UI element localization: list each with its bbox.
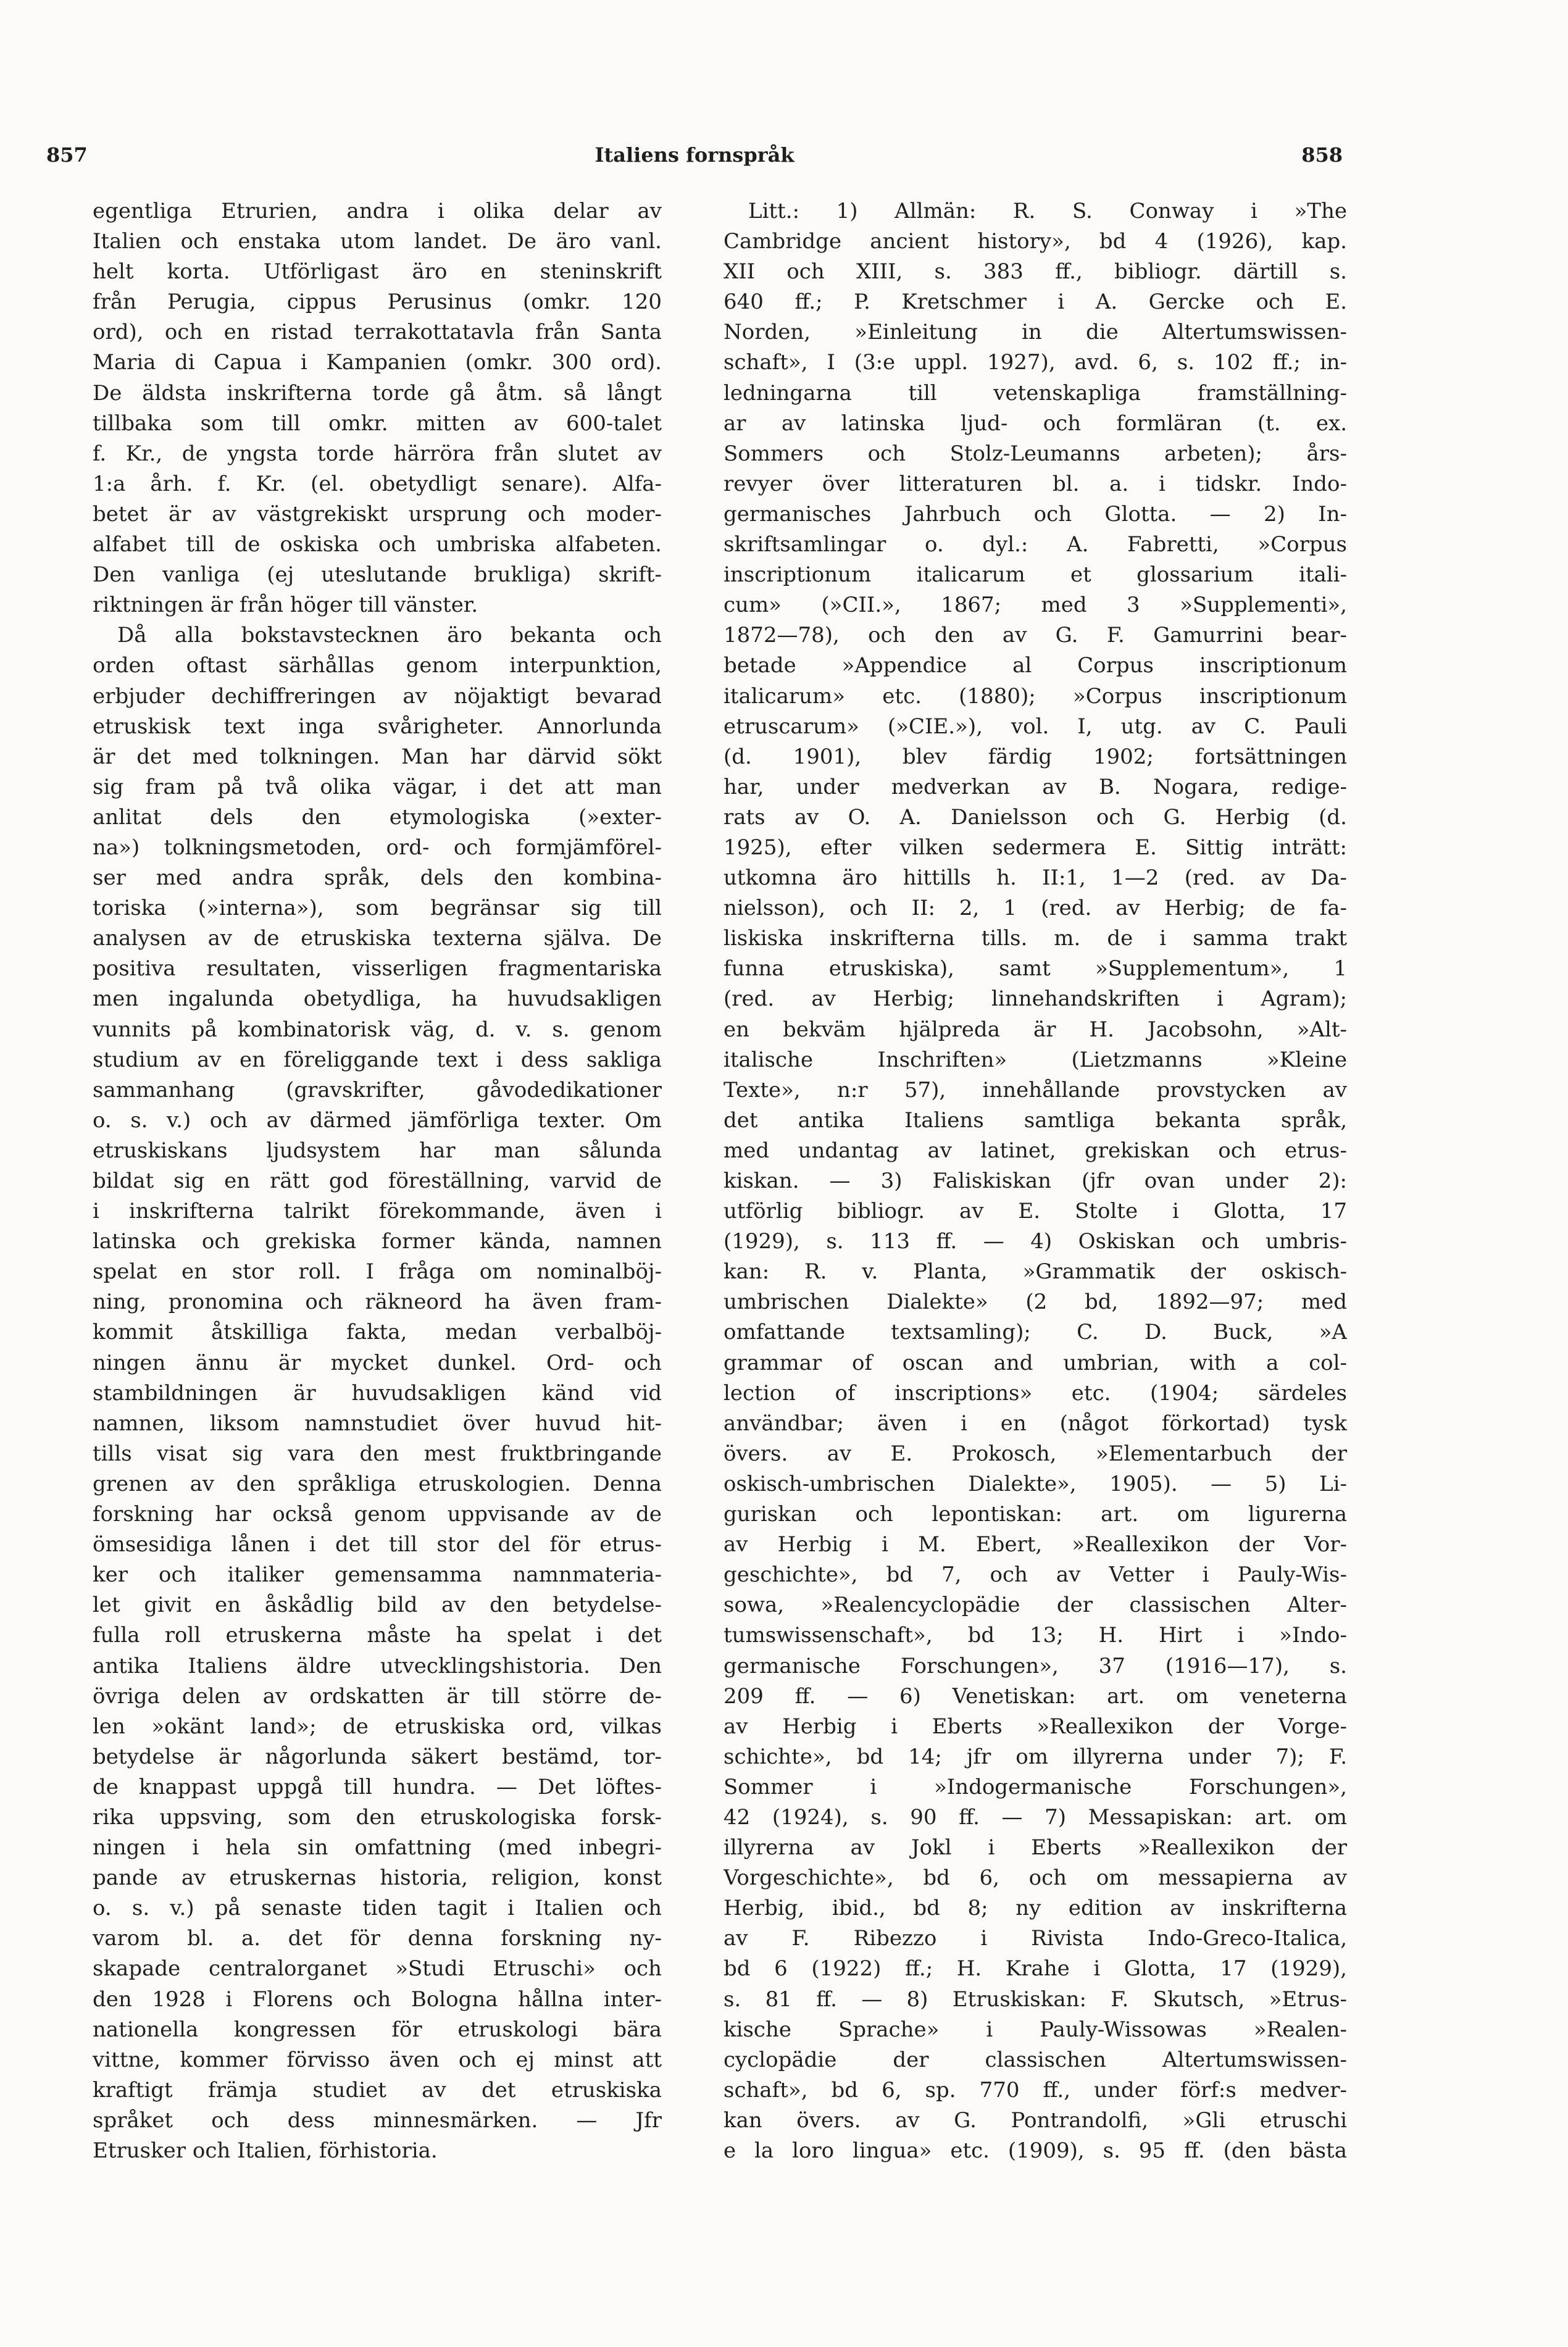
text-line: o. s. v.) och av därmed jämförliga texter. Om [93,1107,662,1133]
text-line: antika Italiens äldre utvecklingshistoria. Den [93,1653,662,1678]
text-line: toriska (»interna»), som begränsar sig till [93,896,662,921]
text-line: studium av en föreliggande text i dess sakliga [93,1047,662,1072]
text-line: ningen i hela sin omfattning (med inbegri- [93,1835,662,1861]
text-line: egentliga Etrurien, andra i olika delar av [93,199,662,223]
text-line: omfattande textsamling); C. D. Buck, »A [724,1320,1347,1345]
text-line: na») tolkningsmetoden, ord- och formjämförel- [93,835,662,860]
text-line: de knappast uppgå till hundra. — Det löftes- [93,1774,662,1799]
text-line: ning, pronomina och räkneord ha även fram- [93,1290,662,1315]
text-line: illyrerna av Jokl i Eberts »Reallexikon der [724,1835,1347,1861]
text-line: De äldsta inskrifterna torde gå åtm. så långt [93,380,662,406]
text-line: 42 (1924), s. 90 ff. — 7) Messapiskan: art. om [724,1804,1347,1830]
text-line: övriga delen av ordskatten är till större de- [93,1683,662,1709]
text-line: ningen ännu är mycket dunkel. Ord- och [93,1350,662,1375]
text-line: skriftsamlingar o. dyl.: A. Fabretti, »Corpus [724,532,1347,557]
text-line: av Herbig i M. Ebert, »Reallexikon der Vor- [724,1532,1347,1557]
text-line: germanisches Jahrbuch och Glotta. — 2) In- [724,501,1347,527]
text-line: vunnits på kombinatorisk väg, d. v. s. genom [93,1017,662,1042]
text-line: len »okänt land»; de etruskiska ord, vilkas [93,1714,662,1739]
text-line: utförlig bibliogr. av E. Stolte i Glotta, 17 [724,1199,1347,1224]
text-line: är det med tolkningen. Man har därvid sökt [93,744,662,769]
text-line: nielsson), och II: 2, 1 (red. av Herbig; de fa- [724,896,1347,921]
text-line: revyer över litteraturen bl. a. i tidskr. Indo- [724,471,1347,496]
text-line: tills visat sig vara den mest fruktbringande [93,1441,662,1466]
text-line: Maria di Capua i Kampanien (omkr. 300 ord). [93,350,662,375]
text-line: grammar of oscan and umbrian, with a col- [724,1350,1347,1375]
text-line: schichte», bd 14; jfr om illyrerna under 7); F. [724,1744,1347,1769]
text-line: betade »Appendice al Corpus inscriptionum [724,653,1347,678]
text-line: bildat sig en rätt god föreställning, varvid de [93,1169,662,1193]
text-line: av Herbig i Eberts »Reallexikon der Vorge- [724,1714,1347,1739]
text-line: varom bl. a. det för denna forskning ny- [93,1926,662,1951]
text-line: vittne, kommer förvisso även och ej minst att [93,2047,662,2072]
text-line: funna etruskiska), samt »Supplementum», 1 [724,956,1347,982]
text-line: stambildningen är huvudsakligen känd vid [93,1380,662,1406]
text-line: från Perugia, cippus Perusinus (omkr. 120 [93,290,662,315]
text-line: Texte», n:r 57), innehållande provstycken av [724,1077,1347,1103]
text-line: Cambridge ancient history», bd 4 (1926), kap. [724,229,1347,254]
text-line: f. Kr., de yngsta torde härröra från slutet av [93,441,662,466]
text-line: sammanhang (gravskrifter, gåvodedikationer [93,1077,662,1103]
text-line: Etrusker och Italien, förhistoria. [93,2138,438,2163]
text-line: schaft», I (3:e uppl. 1927), avd. 6, s. 102 ff.; in- [724,350,1347,375]
text-line: s. 81 ff. — 8) Etruskiskan: F. Skutsch, »Etrus- [724,1986,1347,2012]
text-line: italische Inschriften» (Lietzmanns »Kleine [724,1047,1347,1072]
text-line: men ingalunda obetydliga, ha huvudsakligen [93,986,662,1012]
text-line: namnen, liksom namnstudiet över huvud hit- [93,1411,662,1436]
text-line: har, under medverkan av B. Nogara, redige- [724,774,1347,799]
text-line: Då alla bokstavstecknen äro bekanta och [117,623,662,648]
text-line: XII och XIII, s. 383 ff., bibliogr. därtill s. [724,259,1347,285]
text-line: 1872—78), och den av G. F. Gamurrini bear- [724,623,1347,648]
text-line: tumswissenschaft», bd 13; H. Hirt i »Indo- [724,1623,1347,1648]
text-line: kommit åtskilliga fakta, medan verbalböj- [93,1320,662,1345]
left-text-column [93,196,662,2301]
text-line: kan övers. av G. Pontrandolfi, »Gli etruschi [724,2107,1347,2133]
text-line: oskisch-umbrischen Dialekte», 1905). — 5) Li- [724,1471,1347,1496]
text-line: övers. av E. Prokosch, »Elementarbuch der [724,1441,1347,1466]
text-line: latinska och grekiska former kända, namnen [93,1229,662,1254]
text-line: kraftigt främja studiet av det etruskiska [93,2077,662,2103]
text-line: orden oftast särhållas genom interpunktion, [93,653,662,678]
text-line: umbrischen Dialekte» (2 bd, 1892—97; med [724,1290,1347,1315]
right-text-column [724,196,1347,2301]
text-line: o. s. v.) på senaste tiden tagit i Italien och [93,1896,662,1921]
text-line: ömsesidiga lånen i det till stor del för etrus- [93,1532,662,1557]
text-line: alfabet till de oskiska och umbriska alfabeten. [93,532,662,557]
text-line: (red. av Herbig; linnehandskriften i Agram); [724,986,1347,1012]
text-line: betydelse är någorlunda säkert bestämd, tor- [93,1744,662,1769]
text-line: den 1928 i Florens och Bologna hållna inter- [93,1986,662,2012]
text-line: Sommers och Stolz-Leumanns arbeten); års- [724,441,1347,466]
text-line: etruskisk text inga svårigheter. Annorlunda [93,714,662,739]
text-line: nationella kongressen för etruskologi bära [93,2017,662,2042]
text-line: betet är av västgrekiskt ursprung och moder- [93,501,662,527]
text-line: (d. 1901), blev färdig 1902; fortsättningen [724,744,1347,769]
text-line: ar av latinska ljud- och formläran (t. ex. [724,411,1347,436]
text-line: etruscarum» (»CIE.»), vol. I, utg. av C. Pauli [724,714,1347,739]
text-line: spelat en stor roll. I fråga om nominalböj- [93,1259,662,1285]
text-line: 1925), efter vilken sedermera E. Sittig inträtt: [724,835,1347,860]
text-line: kiskan. — 3) Faliskiskan (jfr ovan under 2): [724,1169,1347,1193]
text-line: positiva resultaten, visserligen fragmentariska [93,956,662,982]
text-line: grenen av den språkliga etruskologien. Denna [93,1471,662,1496]
text-line: i inskrifterna talrikt förekommande, även i [93,1199,662,1224]
text-line: inscriptionum italicarum et glossarium itali- [724,562,1347,588]
text-line: helt korta. Utförligast äro en steninskrift [93,259,662,285]
text-line: kan: R. v. Planta, »Grammatik der oskisch- [724,1259,1347,1285]
text-line: med undantag av latinet, grekiskan och etrus- [724,1138,1347,1163]
text-line: rika uppsving, som den etruskologiska forsk- [93,1804,662,1830]
text-line: kische Sprache» i Pauly-Wissowas »Realen- [724,2017,1347,2042]
text-line: liskiska inskrifterna tills. m. de i samma trakt [724,926,1347,951]
text-line: germanische Forschungen», 37 (1916—17), s. [724,1653,1347,1678]
text-line: skapade centralorganet »Studi Etruschi» och [93,1956,662,1982]
text-line: e la loro lingua» etc. (1909), s. 95 ff. (den bästa [724,2138,1347,2163]
text-line: erbjuder dechiffreringen av nöjaktigt bevarad [93,683,662,709]
running-title: Italiens fornspråk [594,143,794,167]
text-line: användbar; även i en (något förkortad) tysk [724,1411,1347,1436]
text-line: Sommer i »Indogermanische Forschungen», [724,1774,1347,1799]
text-line: (1929), s. 113 ff. — 4) Oskiskan och umbris- [724,1229,1347,1254]
page-number-right: 858 [1301,143,1343,167]
text-line: 640 ff.; P. Kretschmer i A. Gercke och E. [724,290,1347,315]
text-line: italicarum» etc. (1880); »Corpus inscriptionum [724,683,1347,709]
text-line: av F. Ribezzo i Rivista Indo-Greco-Italica, [724,1926,1347,1951]
text-line: pande av etruskernas historia, religion, konst [93,1866,662,1891]
text-line: geschichte», bd 7, och av Vetter i Pauly-Wis- [724,1562,1347,1588]
text-line: cyclopädie der classischen Altertumswissen- [724,2047,1347,2072]
text-line: Norden, »Einleitung in die Altertumswissen- [724,320,1347,345]
text-line: tillbaka som till omkr. mitten av 600-talet [93,411,662,436]
page-number-left: 857 [46,143,88,167]
text-line: Den vanliga (ej uteslutande brukliga) skrift- [93,562,662,588]
text-line: ord), och en ristad terrakottatavla från Santa [93,320,662,345]
text-line: fulla roll etruskerna måste ha spelat i det [93,1623,662,1648]
running-header [46,143,1343,180]
text-line: bd 6 (1922) ff.; H. Krahe i Glotta, 17 (1929), [724,1956,1347,1982]
text-line: schaft», bd 6, sp. 770 ff., under förf:s medver- [724,2077,1347,2103]
text-line: let givit en åskådlig bild av den betydelse- [93,1593,662,1618]
text-line: ker och italiker gemensamma namnmateria- [93,1562,662,1588]
text-line: språket och dess minnesmärken. — Jfr [93,2107,662,2133]
text-line: sig fram på två olika vägar, i det att man [93,774,662,799]
text-line: 209 ff. — 6) Venetiskan: art. om veneterna [724,1683,1347,1709]
text-line: 1:a årh. f. Kr. (el. obetydligt senare). Alfa- [93,471,662,496]
text-line: cum» (»CII.», 1867; med 3 »Supplementi», [724,593,1347,618]
text-line: rats av O. A. Danielsson och G. Herbig (d. [724,804,1347,830]
text-line: det antika Italiens samtliga bekanta språk, [724,1107,1347,1133]
text-line: ledningarna till vetenskapliga framställning- [724,380,1347,406]
text-line: anlitat dels den etymologiska (»exter- [93,804,662,830]
text-line: Vorgeschichte», bd 6, och om messapierna av [724,1866,1347,1891]
text-line: riktningen är från höger till vänster. [93,593,478,618]
text-line: sowa, »Realencyclopädie der classischen Alter- [724,1593,1347,1618]
text-line: Italien och enstaka utom landet. De äro vanl. [93,229,662,254]
text-line: lection of inscriptions» etc. (1904; särdeles [724,1380,1347,1406]
text-line: analysen av de etruskiska texterna själva. De [93,926,662,951]
text-line: ser med andra språk, dels den kombina- [93,865,662,891]
text-line: guriskan och lepontiskan: art. om ligurerna [724,1502,1347,1527]
text-line: en bekväm hjälpreda är H. Jacobsohn, »Alt- [724,1017,1347,1042]
text-line: utkomna äro hittills h. II:1, 1—2 (red. av Da- [724,865,1347,891]
text-line: Litt.: 1) Allmän: R. S. Conway i »The [748,199,1347,223]
text-line: Herbig, ibid., bd 8; ny edition av inskrifterna [724,1896,1347,1921]
text-line: etruskiskans ljudsystem har man sålunda [93,1138,662,1163]
text-line: forskning har också genom uppvisande av de [93,1502,662,1527]
